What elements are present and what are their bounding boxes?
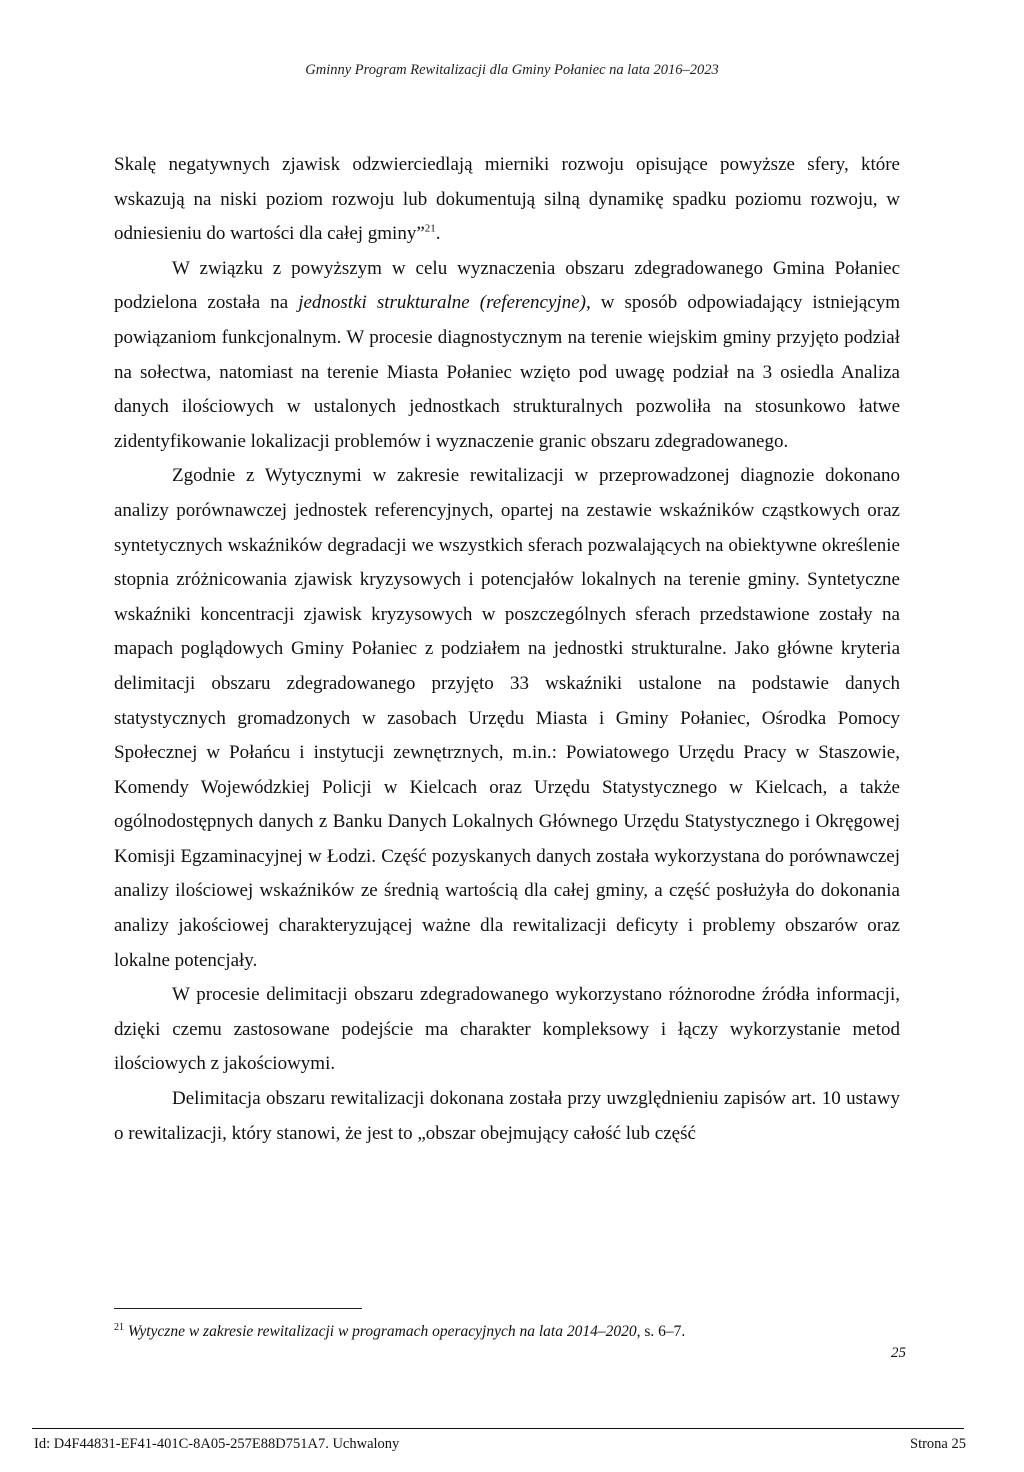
body-text xyxy=(114,148,900,1151)
paragraph-1 xyxy=(114,148,900,252)
paragraph-2 xyxy=(114,252,900,460)
paragraph-2-start: W związku z powyższym w celu wyznaczenia obszaru zdegradowanego Gmina Połaniec podzielona została na xyxy=(114,257,900,314)
page-number: 25 xyxy=(891,1345,906,1361)
paragraph-1-end: . xyxy=(435,223,441,245)
footnote-pages: s. 6–7. xyxy=(640,1323,686,1341)
footnote-title: Wytyczne w zakresie rewitalizacji w programach operacyjnych na lata 2014–2020, xyxy=(127,1323,641,1341)
footnote-reference[interactable]: 21 xyxy=(424,222,436,235)
paragraph-4: W procesie delimitacji obszaru zdegradowanego wykorzystano różnorodne źródła informacji, dzięki czemu zastosowane podejście ma charakter kompleksowy i łączy wykorzystanie metod ilościowych z jakościowymi. xyxy=(114,984,900,1075)
paragraph-2-italic: jednostki strukturalne (referencyjne), xyxy=(298,292,591,314)
footer-separator xyxy=(32,1428,964,1429)
paragraph-3: Zgodnie z Wytycznymi w zakresie rewitalizacji w przeprowadzonej diagnozie dokonano analizy porównawczej jednostek referencyjnych, opartej na zestawie wskaźników cząstkowych oraz syntetycznych wskaźników degradacji we wszystkich sferach pozwalających na obiektywne określenie stopnia zróżnicowania zjawisk kryzysowych i potencjałów lokalnych na terenie gminy. Syntetyczne wskaźniki koncentracji zjawisk kryzysowych w poszczególnych sferach przedstawione zostały na mapach poglądowych Gminy Połaniec z podziałem na jednostki strukturalne. Jako główne kryteria delimitacji obszaru zdegradowanego przyjęto 33 wskaźniki ustalone na podstawie danych statystycznych gromadzonych w zasobach Urzędu Miasta i Gminy Połaniec, Ośrodka Pomocy Społecznej w Połańcu i instytucji zewnętrznych, m.in.: Powiatowego Urzędu Pracy w Staszowie, Komendy Wojewódzkiej Policji w Kielcach oraz Urzędu Statystycznego w Kielcach, a także ogólnodostępnych danych z Banku Danych Lokalnych Głównego Urzędu Statystycznego i Okręgowej Komisji Egzaminacyjnej w Łodzi. Część pozyskanych danych została wykorzystana do porównawczej analizy ilościowej wskaźników ze średnią wartością dla całej gminy, a część posłużyła do dokonania analizy jakościowej charakteryzującej ważne dla rewitalizacji deficyty i problemy obszarów oraz lokalne potencjały. xyxy=(114,465,900,971)
footnote-separator xyxy=(114,1308,362,1309)
footnote xyxy=(114,1322,900,1341)
paragraph-5: Delimitacja obszaru rewitalizacji dokonana została przy uwzględnieniu zapisów art. 10 ustawy o rewitalizacji, który stanowi, że jest to „obszar obejmujący całość lub część xyxy=(114,1088,900,1144)
footer-document-id: Id: D4F44831-EF41-401C-8A05-257E88D751A7. Uchwalony xyxy=(34,1436,400,1452)
footnote-number: 21 xyxy=(114,1322,124,1333)
paragraph-1-text: Skalę negatywnych zjawisk odzwierciedlają mierniki rozwoju opisujące powyższe sfery, które wskazują na niski poziom rozwoju lub dokumentują silną dynamikę spadku poziomu rozwoju, w odniesieniu do wartości dla całej gminy” xyxy=(114,154,900,245)
running-header: Gminny Program Rewitalizacji dla Gminy Połaniec na lata 2016–2023 xyxy=(305,62,719,78)
footer-page-label: Strona 25 xyxy=(910,1436,966,1452)
paragraph-2-rest: w sposób odpowiadający istniejącym powiązaniom funkcjonalnym. W procesie diagnostycznym na terenie wiejskim gminy przyjęto podział na sołectwa, natomiast na terenie Miasta Połaniec wzięto pod uwagę podział na 3 osiedla Analiza danych ilościowych w ustalonych jednostkach strukturalnych pozwoliła na stosunkowo łatwe zidentyfikowanie lokalizacji problemów i wyznaczenie granic obszaru zdegradowanego. xyxy=(114,292,900,452)
